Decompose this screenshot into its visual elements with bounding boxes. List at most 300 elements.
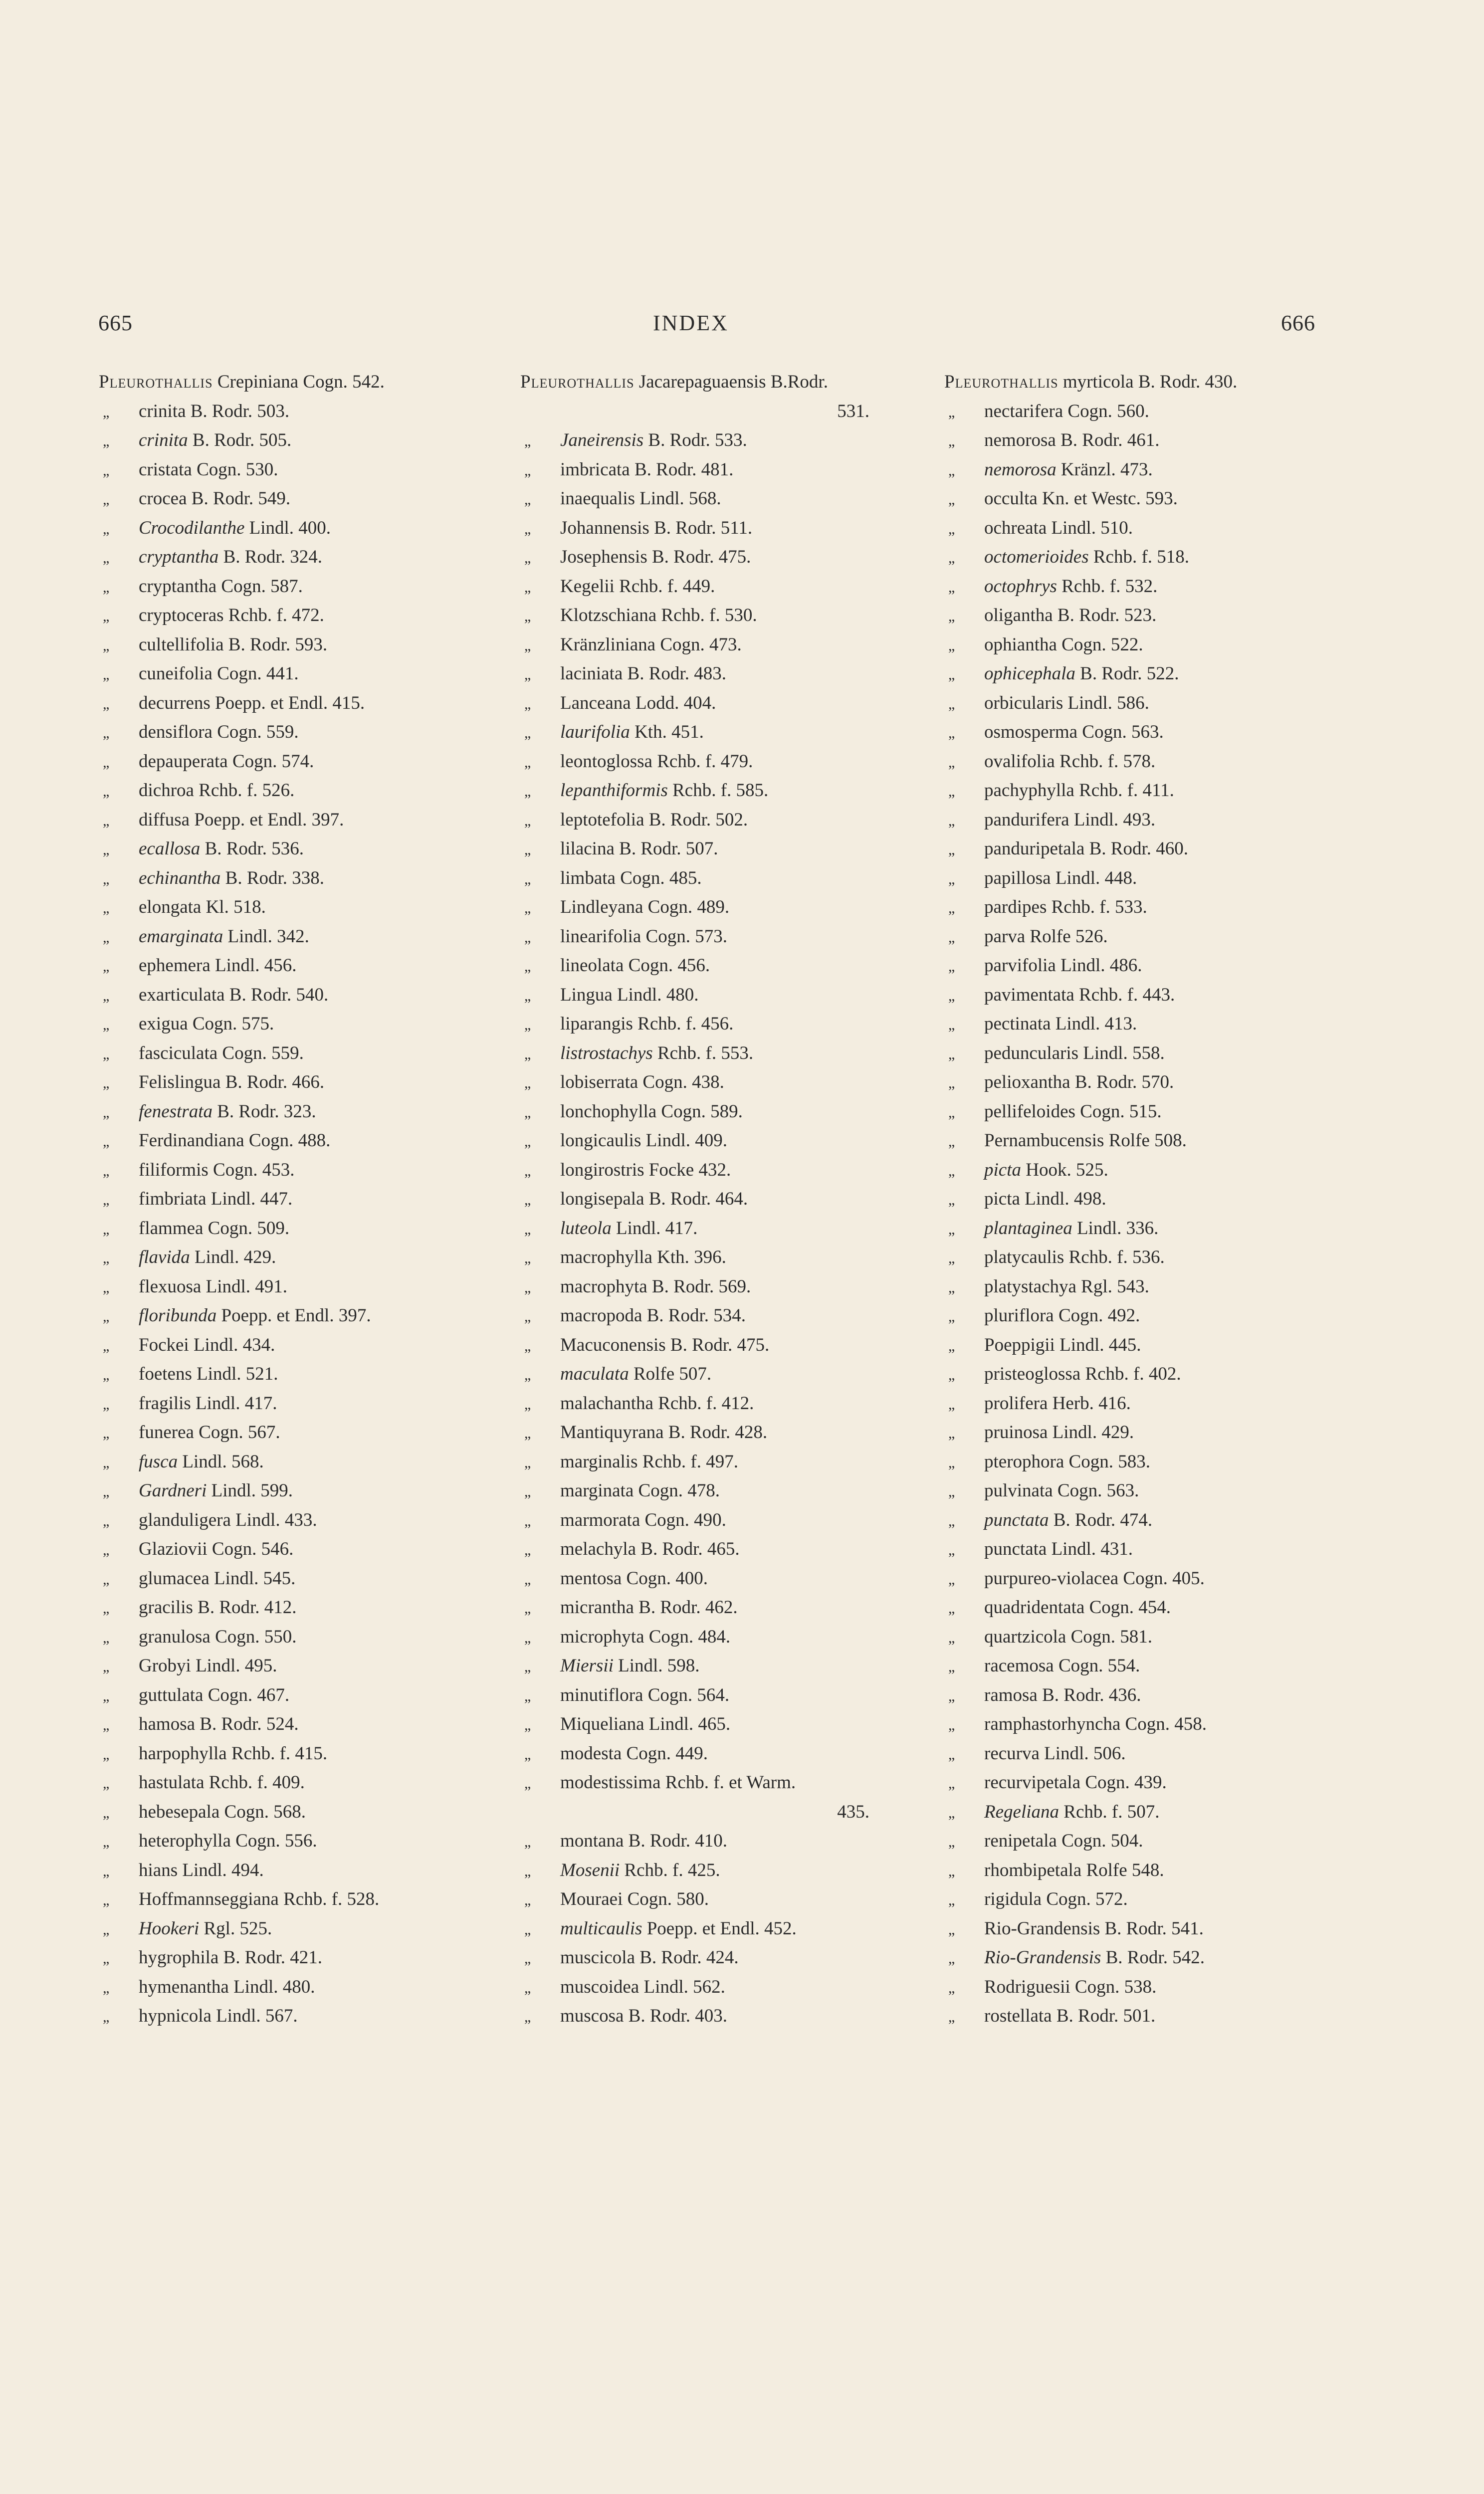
ditto-mark: „	[524, 550, 531, 566]
species-name-italic: luteola	[560, 1218, 612, 1239]
ditto-mark: „	[948, 1104, 955, 1121]
index-entry	[944, 397, 1383, 426]
index-entry	[99, 1068, 538, 1097]
entry-text: peduncularis Lindl. 558.	[984, 1042, 1165, 1063]
species-name-italic: octophrys	[984, 576, 1057, 597]
entry-text: nectarifera Cogn. 560.	[984, 401, 1149, 421]
entry-text: pristeoglossa Rchb. f. 402.	[984, 1364, 1181, 1384]
index-entry	[520, 747, 959, 777]
ditto-mark: „	[103, 987, 110, 1004]
ditto-mark: „	[524, 958, 531, 975]
index-entry	[520, 1973, 959, 2002]
index-entry	[520, 1506, 959, 1535]
entry-text: Lindleyana Cogn. 489.	[560, 897, 730, 917]
entry-text: quartzicola Cogn. 581.	[984, 1626, 1153, 1647]
index-entry	[520, 1943, 959, 1973]
entry-text: pandurifera Lindl. 493.	[984, 809, 1156, 830]
entry-text: Grobyi Lindl. 495.	[139, 1656, 277, 1676]
entry-text: B. Rodr. 542.	[1101, 1947, 1205, 1968]
entry-text: gracilis B. Rodr. 412.	[139, 1597, 297, 1618]
ditto-mark: „	[948, 1717, 955, 1733]
ditto-mark: „	[524, 1396, 531, 1413]
ditto-mark: „	[524, 987, 531, 1004]
entry-text: quadridentata Cogn. 454.	[984, 1597, 1171, 1618]
ditto-mark: „	[103, 1221, 110, 1238]
ditto-mark: „	[524, 1979, 531, 1996]
ditto-mark: „	[103, 1687, 110, 1704]
entry-text: laciniata B. Rodr. 483.	[560, 663, 726, 684]
ditto-mark: „	[948, 783, 955, 800]
index-entry	[944, 1476, 1383, 1506]
entry-text: liparangis Rchb. f. 456.	[560, 1014, 734, 1034]
entry-text: inaequalis Lindl. 568.	[560, 488, 721, 509]
index-entry	[944, 1331, 1383, 1360]
index-entry	[520, 1214, 959, 1244]
index-entry	[520, 1126, 959, 1156]
index-entry	[944, 834, 1383, 864]
ditto-mark: „	[103, 1659, 110, 1675]
index-entry	[944, 2002, 1383, 2031]
species-name-italic: ophicephala	[984, 663, 1075, 684]
ditto-mark: „	[103, 404, 110, 420]
index-entry	[944, 806, 1383, 835]
index-entry	[944, 1681, 1383, 1710]
ditto-mark: „	[103, 1834, 110, 1850]
entry-text: cristata Cogn. 530.	[139, 459, 278, 480]
ditto-mark: „	[103, 2009, 110, 2025]
ditto-mark: „	[103, 1075, 110, 1091]
ditto-mark: „	[948, 929, 955, 946]
index-entry	[944, 1739, 1383, 1769]
ditto-mark: „	[524, 1921, 531, 1938]
entry-text: Macuconensis B. Rodr. 475.	[560, 1334, 770, 1355]
index-entry	[99, 806, 538, 835]
index-entry	[520, 426, 959, 455]
species-name-italic: echinantha	[139, 867, 221, 888]
ditto-mark: „	[948, 491, 955, 508]
index-entry	[944, 426, 1383, 455]
entry-text: depauperata Cogn. 574.	[139, 751, 314, 772]
index-entry	[99, 659, 538, 689]
index-entry	[520, 1885, 959, 1914]
ditto-mark: „	[948, 1834, 955, 1850]
entry-text: Fockei Lindl. 434.	[139, 1334, 275, 1355]
entry-text: ovalifolia Rchb. f. 578.	[984, 751, 1156, 772]
index-entry	[944, 893, 1383, 922]
entry-text: minutiflora Cogn. 564.	[560, 1684, 730, 1705]
index-entry	[99, 1943, 538, 1973]
index-entry	[99, 1418, 538, 1448]
index-entry	[520, 1739, 959, 1769]
entry-text: macrophyta B. Rodr. 569.	[560, 1276, 751, 1297]
index-entry	[520, 1156, 959, 1185]
entry-text: pardipes Rchb. f. 533.	[984, 897, 1147, 917]
index-entry	[520, 1185, 959, 1214]
index-entry	[520, 630, 959, 660]
ditto-mark: „	[524, 870, 531, 887]
entry-text: Rolfe 507.	[629, 1364, 712, 1384]
ditto-mark: „	[948, 404, 955, 420]
ditto-mark: „	[103, 1483, 110, 1500]
ditto-mark: „	[948, 550, 955, 566]
entry-text: lonchophylla Cogn. 589.	[560, 1101, 743, 1122]
entry-text: lobiserrata Cogn. 438.	[560, 1072, 724, 1092]
entry-text: Lindl. 342.	[223, 926, 309, 947]
index-entry	[944, 981, 1383, 1010]
entry-text: Lindl. 400.	[244, 517, 331, 538]
ditto-mark: „	[524, 520, 531, 537]
index-entry	[944, 1126, 1383, 1156]
species-name-italic: picta	[984, 1159, 1021, 1180]
index-entry	[99, 1156, 538, 1185]
ditto-mark: „	[524, 1425, 531, 1442]
species-name-italic: Mosenii	[560, 1860, 620, 1880]
index-entry	[99, 689, 538, 718]
entry-text: rigidula Cogn. 572.	[984, 1889, 1128, 1909]
index-entry	[99, 1476, 538, 1506]
ditto-mark: „	[948, 1629, 955, 1646]
species-name-italic: floribunda	[139, 1305, 217, 1326]
index-entry	[99, 981, 538, 1010]
index-entry	[944, 1768, 1383, 1798]
species-name-italic: Crocodilanthe	[139, 517, 245, 538]
index-entry	[99, 2002, 538, 2031]
ditto-mark: „	[524, 1308, 531, 1325]
index-entry	[944, 1623, 1383, 1652]
ditto-mark: „	[948, 812, 955, 829]
index-entry	[520, 776, 959, 806]
entry-text: pruinosa Lindl. 429.	[984, 1422, 1134, 1443]
index-entry	[99, 1535, 538, 1564]
entry-text: picta Lindl. 498.	[984, 1189, 1106, 1209]
entry-text: nemorosa B. Rodr. 461.	[984, 430, 1160, 450]
index-entry	[520, 1914, 959, 1944]
entry-text: Rchb. f. 532.	[1057, 576, 1158, 597]
entry-text: glanduligera Lindl. 433.	[139, 1509, 317, 1530]
index-entry	[944, 689, 1383, 718]
entry-text: hastulata Rchb. f. 409.	[139, 1772, 305, 1793]
index-entry	[944, 1360, 1383, 1389]
entry-text: racemosa Cogn. 554.	[984, 1656, 1140, 1676]
index-entry	[99, 1681, 538, 1710]
entry-text: parva Rolfe 526.	[984, 926, 1108, 947]
entry-text: B. Rodr. 505.	[188, 430, 292, 450]
ditto-mark: „	[524, 900, 531, 916]
ditto-mark: „	[103, 579, 110, 596]
ditto-mark: „	[103, 1717, 110, 1733]
index-entry	[99, 397, 538, 426]
index-entry	[944, 1272, 1383, 1302]
index-entry	[520, 455, 959, 485]
entry-text: marginalis Rchb. f. 497.	[560, 1451, 738, 1472]
entry-text: recurva Lindl. 506.	[984, 1743, 1126, 1764]
species-name-italic: Regeliana	[984, 1801, 1060, 1822]
entry-text: Lindl. 568.	[178, 1451, 264, 1472]
index-entry	[99, 1710, 538, 1739]
ditto-mark: „	[948, 1221, 955, 1238]
index-entry	[99, 484, 538, 514]
index-entry	[520, 864, 959, 893]
entry-text: parvifolia Lindl. 486.	[984, 955, 1142, 976]
entry-text: pellifeloides Cogn. 515.	[984, 1101, 1162, 1122]
entry-text: Kegelii Rchb. f. 449.	[560, 576, 715, 597]
index-entry	[944, 1973, 1383, 2002]
index-entry	[520, 572, 959, 602]
ditto-mark: „	[948, 1921, 955, 1938]
ditto-mark: „	[524, 1162, 531, 1179]
index-column-3	[944, 368, 1383, 2031]
entry-text: Rchb. f. 553.	[652, 1042, 754, 1063]
index-entry	[944, 1798, 1383, 1827]
entry-text: Lindl. 429.	[190, 1247, 276, 1267]
entry-text: mentosa Cogn. 400.	[560, 1568, 708, 1589]
index-entry	[520, 1856, 959, 1885]
entry-text: osmosperma Cogn. 563.	[984, 722, 1164, 742]
index-entry	[520, 806, 959, 835]
index-entry	[944, 1914, 1383, 1944]
entry-text: B. Rodr. 323.	[212, 1101, 316, 1122]
index-entry	[520, 484, 959, 514]
entry-text: pelioxantha B. Rodr. 570.	[984, 1072, 1174, 1092]
index-entry	[944, 1448, 1383, 1477]
entry-text: micrantha B. Rodr. 462.	[560, 1597, 738, 1618]
entry-text: Pernambucensis Rolfe 508.	[984, 1130, 1187, 1151]
entry-text: hamosa B. Rodr. 524.	[139, 1714, 299, 1734]
index-entry	[99, 776, 538, 806]
ditto-mark: „	[524, 1950, 531, 1967]
ditto-mark: „	[524, 725, 531, 741]
ditto-mark: „	[103, 1775, 110, 1792]
ditto-mark: „	[948, 841, 955, 858]
entry-text: melachyla B. Rodr. 465.	[560, 1539, 740, 1559]
entry-text: longisepala B. Rodr. 464.	[560, 1189, 748, 1209]
index-entry	[520, 1243, 959, 1272]
index-entry	[944, 1389, 1383, 1419]
ditto-mark: „	[524, 1571, 531, 1588]
index-entry	[520, 1039, 959, 1068]
ditto-mark: „	[103, 1746, 110, 1763]
index-entry	[99, 747, 538, 777]
ditto-mark: „	[948, 1979, 955, 1996]
index-entry	[99, 1126, 538, 1156]
entry-text: pavimentata Rchb. f. 443.	[984, 984, 1175, 1005]
ditto-mark: „	[948, 1308, 955, 1325]
ditto-mark: „	[103, 1367, 110, 1383]
ditto-mark: „	[524, 1045, 531, 1062]
entry-text: hygrophila B. Rodr. 421.	[139, 1947, 322, 1968]
ditto-mark: „	[524, 579, 531, 596]
entry-text: oligantha B. Rodr. 523.	[984, 605, 1157, 625]
ditto-mark: „	[948, 666, 955, 683]
entry-text: foetens Lindl. 521.	[139, 1364, 278, 1384]
index-entry	[944, 747, 1383, 777]
index-entry	[520, 1068, 959, 1097]
index-entry	[520, 1448, 959, 1477]
entry-text: rhombipetala Rolfe 548.	[984, 1860, 1164, 1880]
ditto-mark: „	[103, 462, 110, 479]
ditto-mark: „	[103, 754, 110, 771]
entry-text: Hoffmannseggiana Rchb. f. 528.	[139, 1889, 380, 1909]
entry-text: prolifera Herb. 416.	[984, 1393, 1131, 1414]
entry-text: renipetala Cogn. 504.	[984, 1831, 1143, 1851]
index-entry	[99, 1185, 538, 1214]
ditto-mark: „	[103, 1921, 110, 1938]
index-entry	[520, 1476, 959, 1506]
index-entry	[944, 630, 1383, 660]
species-name-italic: emarginata	[139, 926, 223, 947]
index-entry	[520, 1389, 959, 1419]
entry-text: fasciculata Cogn. 559.	[139, 1042, 304, 1063]
ditto-mark: „	[524, 462, 531, 479]
species-name-italic: maculata	[560, 1364, 629, 1384]
ditto-mark: „	[948, 754, 955, 771]
index-entry	[944, 455, 1383, 485]
entry-text: pulvinata Cogn. 563.	[984, 1480, 1139, 1501]
index-entry	[520, 601, 959, 630]
ditto-mark: „	[524, 1600, 531, 1617]
ditto-mark: „	[948, 1075, 955, 1091]
entry-text: hymenantha Lindl. 480.	[139, 1976, 315, 1997]
entry-text: Poepp. et Endl. 397.	[216, 1305, 371, 1326]
entry-text: densiflora Cogn. 559.	[139, 722, 299, 742]
entry-text: lilacina B. Rodr. 507.	[560, 838, 718, 859]
ditto-mark: „	[524, 637, 531, 654]
entry-text: Johannensis B. Rodr. 511.	[560, 517, 753, 538]
index-entry	[944, 1593, 1383, 1623]
entry-text: Rchb. f. 425.	[620, 1860, 720, 1880]
entry-text: malachantha Rchb. f. 412.	[560, 1393, 754, 1414]
index-entry	[520, 1418, 959, 1448]
ditto-mark: „	[948, 462, 955, 479]
ditto-mark: „	[524, 1367, 531, 1383]
ditto-mark: „	[524, 1483, 531, 1500]
index-entry	[99, 1798, 538, 1827]
index-entry	[520, 1623, 959, 1652]
index-entry	[99, 1973, 538, 2002]
ditto-mark: „	[948, 1542, 955, 1558]
ditto-mark: „	[948, 695, 955, 712]
ditto-mark: „	[948, 579, 955, 596]
entry-text: Miqueliana Lindl. 465.	[560, 1714, 731, 1734]
index-entry	[944, 1010, 1383, 1039]
entry-text: pectinata Lindl. 413.	[984, 1014, 1137, 1034]
ditto-mark: „	[103, 1542, 110, 1558]
ditto-mark: „	[103, 1104, 110, 1121]
ditto-mark: „	[524, 1775, 531, 1792]
index-entry	[944, 1097, 1383, 1127]
right-page-number: 666	[1281, 311, 1315, 335]
index-entry	[944, 572, 1383, 602]
entry-text: linearifolia Cogn. 573.	[560, 926, 727, 947]
entry-text: Rchb. f. 518.	[1088, 547, 1190, 567]
genus-name: Pleurothallis	[520, 372, 635, 392]
entry-text: marmorata Cogn. 490.	[560, 1509, 726, 1530]
ditto-mark: „	[948, 1192, 955, 1208]
entry-text: Rchb. f. 585.	[667, 780, 769, 801]
index-entry	[99, 1389, 538, 1419]
entry-text: cryptantha Cogn. 587.	[139, 576, 303, 597]
ditto-mark: „	[103, 783, 110, 800]
index-entry	[99, 1010, 538, 1039]
ditto-mark: „	[524, 491, 531, 508]
entry-text: macropoda B. Rodr. 534.	[560, 1305, 746, 1326]
index-entry	[520, 1710, 959, 1739]
ditto-mark: „	[103, 841, 110, 858]
index-entry	[99, 1623, 538, 1652]
ditto-mark: „	[103, 1512, 110, 1529]
index-entry	[99, 1272, 538, 1302]
entry-text: flammea Cogn. 509.	[139, 1218, 290, 1239]
index-entry	[99, 1885, 538, 1914]
page-header	[98, 310, 1315, 340]
entry-text: B. Rodr. 536.	[200, 838, 304, 859]
ditto-mark: „	[948, 1133, 955, 1150]
index-entry	[99, 1914, 538, 1944]
species-name-italic: Miersii	[560, 1656, 614, 1676]
ditto-mark: „	[524, 1250, 531, 1266]
ditto-mark: „	[103, 1629, 110, 1646]
ditto-mark: „	[524, 1892, 531, 1908]
entry-text: limbata Cogn. 485.	[560, 867, 702, 888]
ditto-mark: „	[103, 812, 110, 829]
ditto-mark: „	[103, 958, 110, 975]
index-entry	[944, 1506, 1383, 1535]
entry-text: crocea B. Rodr. 549.	[139, 488, 291, 509]
entry-text: Mouraei Cogn. 580.	[560, 1889, 709, 1909]
index-entry	[944, 1068, 1383, 1097]
ditto-mark: „	[103, 1454, 110, 1471]
index-entry	[99, 951, 538, 981]
species-name-italic: octomerioides	[984, 547, 1089, 567]
index-entry	[944, 864, 1383, 893]
ditto-mark: „	[103, 695, 110, 712]
entry-text: Lanceana Lodd. 404.	[560, 692, 716, 713]
entry-text: elongata Kl. 518.	[139, 897, 266, 917]
ditto-mark: „	[948, 1804, 955, 1821]
index-entry	[99, 1448, 538, 1477]
index-entry	[944, 1418, 1383, 1448]
species-name-italic: crinita	[139, 430, 188, 450]
ditto-mark: „	[524, 666, 531, 683]
entry-text: Lindl. 417.	[611, 1218, 698, 1239]
entry-text: Lindl. 336.	[1072, 1218, 1159, 1239]
ditto-mark: „	[948, 637, 955, 654]
entry-text: longirostris Focke 432.	[560, 1159, 731, 1180]
species-name-italic: nemorosa	[984, 459, 1057, 480]
entry-text: heterophylla Cogn. 556.	[139, 1831, 317, 1851]
index-entry	[520, 718, 959, 747]
entry-text: modestissima Rchb. f. et Warm.	[560, 1772, 796, 1793]
entry-text: marginata Cogn. 478.	[560, 1480, 720, 1501]
ditto-mark: „	[948, 1367, 955, 1383]
index-entry	[520, 951, 959, 981]
ditto-mark: „	[103, 1250, 110, 1266]
index-entry	[520, 981, 959, 1010]
index-entry	[99, 455, 538, 485]
entry-text: pluriflora Cogn. 492.	[984, 1305, 1140, 1326]
entry-text: platystachya Rgl. 543.	[984, 1276, 1149, 1297]
entry-text: cuneifolia Cogn. 441.	[139, 663, 299, 684]
entry-text: Kränzliniana Cogn. 473.	[560, 634, 742, 655]
index-entry	[520, 1360, 959, 1389]
entry-continuation: 435.	[837, 1801, 869, 1822]
index-entry	[520, 659, 959, 689]
ditto-mark: „	[524, 812, 531, 829]
ditto-mark: „	[524, 841, 531, 858]
species-name-italic: Gardneri	[139, 1480, 207, 1501]
ditto-mark: „	[948, 1687, 955, 1704]
entry-text: myrticola B. Rodr. 430.	[1058, 372, 1238, 392]
